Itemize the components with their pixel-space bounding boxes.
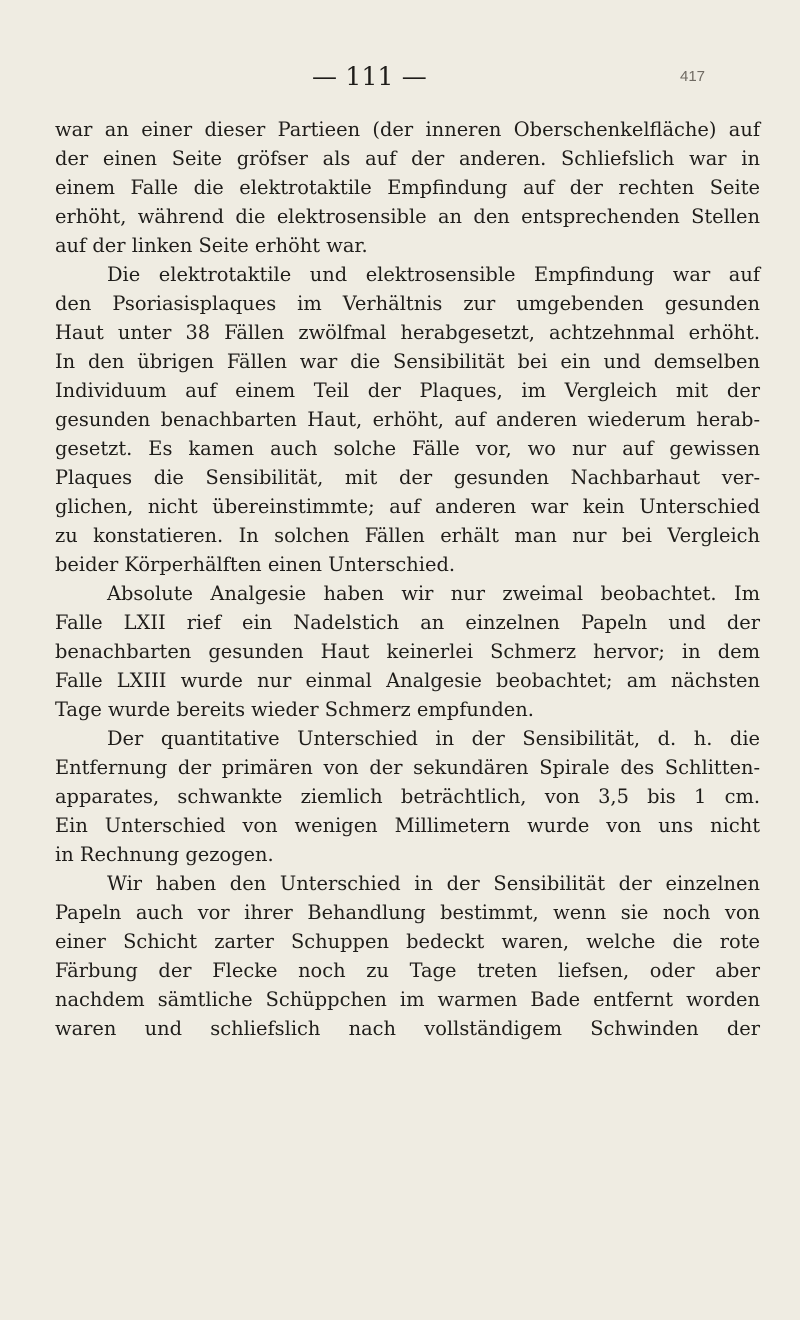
text-line: Falle LXII rief ein Nadelstich an einzelnen Papeln und der	[55, 611, 760, 634]
text-line: Falle LXIII wurde nur einmal Analgesie beobachtet; am nächsten	[55, 669, 760, 692]
text-line: einer Schicht zarter Schuppen bedeckt waren, welche die rote	[55, 930, 760, 953]
text-line: auf der linken Seite erhöht war.	[55, 234, 368, 257]
text-line: gesunden benachbarten Haut, erhöht, auf anderen wiederum herab-	[55, 408, 760, 431]
text-line: in Rechnung gezogen.	[55, 843, 274, 866]
body-text	[55, 115, 760, 1043]
page-number: — 111 —	[312, 62, 428, 91]
text-line: Entfernung der primären von der sekundären Spirale des Schlitten-	[55, 756, 760, 779]
text-line: beider Körperhälften einen Unterschied.	[55, 553, 456, 576]
text-line: Tage wurde bereits wieder Schmerz empfunden.	[55, 698, 534, 721]
text-line: Papeln auch vor ihrer Behandlung bestimmt, wenn sie noch von	[55, 901, 760, 924]
text-line: glichen, nicht übereinstimmte; auf anderen war kein Unterschied	[55, 495, 760, 518]
handwritten-page-number: 417	[680, 68, 706, 85]
paragraph-start-line: Absolute Analgesie haben wir nur zweimal beobachtet. Im	[107, 582, 760, 605]
text-line: erhöht, während die elektrosensible an den entsprechenden Stellen	[55, 205, 760, 228]
text-line: Färbung der Flecke noch zu Tage treten liefsen, oder aber	[55, 959, 760, 982]
text-line: Haut unter 38 Fällen zwölfmal herabgesetzt, achtzehnmal erhöht.	[55, 321, 760, 344]
text-line: nachdem sämtliche Schüppchen im warmen Bade entfernt worden	[55, 988, 760, 1011]
text-line: benachbarten gesunden Haut keinerlei Schmerz hervor; in dem	[55, 640, 760, 663]
text-line: gesetzt. Es kamen auch solche Fälle vor, wo nur auf gewissen	[55, 437, 760, 460]
text-line: der einen Seite gröfser als auf der anderen. Schliefslich war in	[55, 147, 760, 170]
page-header	[0, 62, 800, 102]
text-line: einem Falle die elektrotaktile Empfindung auf der rechten Seite	[55, 176, 760, 199]
text-line: war an einer dieser Partieen (der inneren Oberschenkelfläche) auf	[55, 118, 760, 141]
text-line: Individuum auf einem Teil der Plaques, im Vergleich mit der	[55, 379, 760, 402]
paragraph-start-line: Die elektrotaktile und elektrosensible Empfindung war auf	[107, 263, 760, 286]
text-line: zu konstatieren. In solchen Fällen erhält man nur bei Vergleich	[55, 524, 760, 547]
text-line: In den übrigen Fällen war die Sensibilität bei ein und demselben	[55, 350, 760, 373]
text-line: waren und schliefslich nach vollständigem Schwinden der	[55, 1017, 760, 1040]
paragraph-start-line: Wir haben den Unterschied in der Sensibilität der einzelnen	[107, 872, 760, 895]
text-line: Ein Unterschied von wenigen Millimetern wurde von uns nicht	[55, 814, 760, 837]
text-line: den Psoriasisplaques im Verhältnis zur umgebenden gesunden	[55, 292, 760, 315]
text-line: Plaques die Sensibilität, mit der gesunden Nachbarhaut ver-	[55, 466, 760, 489]
paragraph-start-line: Der quantitative Unterschied in der Sensibilität, d. h. die	[107, 727, 760, 750]
text-line: apparates, schwankte ziemlich beträchtlich, von 3,5 bis 1 cm.	[55, 785, 760, 808]
